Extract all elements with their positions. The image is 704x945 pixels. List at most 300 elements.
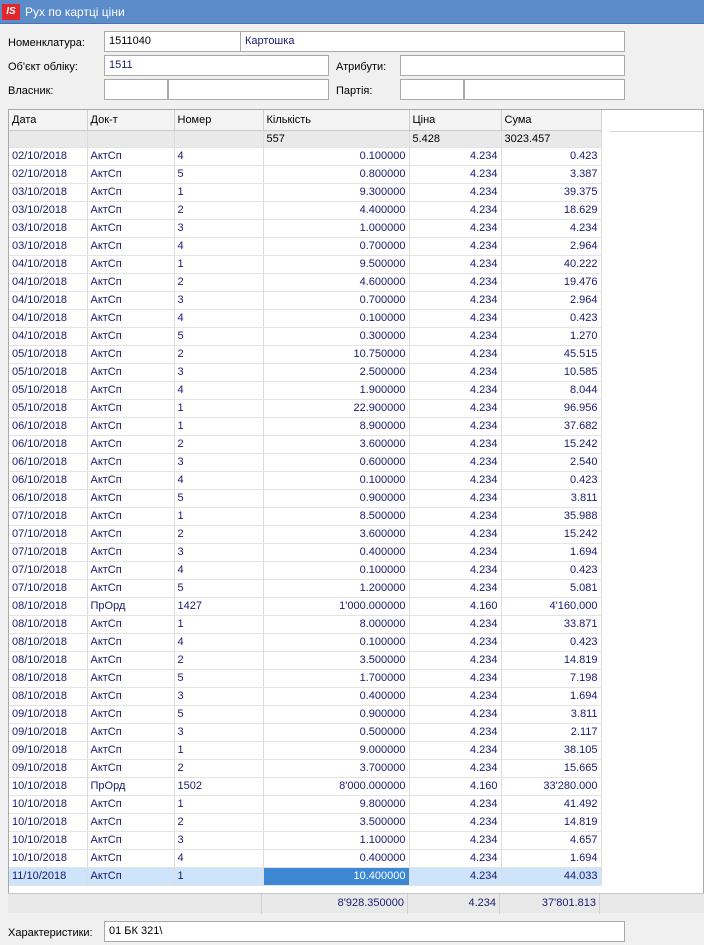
cell-price[interactable]: 4.234 (409, 453, 501, 471)
cell-quantity[interactable]: 9.500000 (263, 255, 409, 273)
attributes-field[interactable] (400, 55, 625, 76)
cell-sum[interactable]: 1.694 (501, 543, 601, 561)
cell-quantity[interactable]: 1.100000 (263, 831, 409, 849)
cell-date[interactable]: 04/10/2018 (9, 291, 87, 309)
cell-doc[interactable]: АктСп (87, 543, 174, 561)
cell-quantity[interactable]: 1.200000 (263, 579, 409, 597)
cell-quantity[interactable]: 0.300000 (263, 327, 409, 345)
cell-quantity[interactable]: 0.500000 (263, 723, 409, 741)
cell-number[interactable]: 2 (174, 273, 263, 291)
cell-sum[interactable]: 1.694 (501, 849, 601, 867)
cell-price[interactable]: 4.234 (409, 507, 501, 525)
cell-number[interactable]: 3 (174, 543, 263, 561)
cell-price[interactable]: 4.234 (409, 417, 501, 435)
cell-doc[interactable]: АктСп (87, 867, 174, 885)
cell-sum[interactable]: 18.629 (501, 201, 601, 219)
cell-number[interactable]: 4 (174, 381, 263, 399)
cell-number[interactable]: 1 (174, 417, 263, 435)
cell-date[interactable]: 03/10/2018 (9, 201, 87, 219)
cell-number[interactable]: 1 (174, 183, 263, 201)
column-header-sum[interactable]: Сума (501, 110, 601, 130)
cell-number[interactable]: 1502 (174, 777, 263, 795)
table-row[interactable] (9, 849, 601, 867)
cell-quantity[interactable]: 0.100000 (263, 309, 409, 327)
cell-sum[interactable]: 35.988 (501, 507, 601, 525)
cell-date[interactable]: 05/10/2018 (9, 399, 87, 417)
cell-doc[interactable]: АктСп (87, 183, 174, 201)
cell-doc[interactable]: АктСп (87, 471, 174, 489)
table-row[interactable] (9, 579, 601, 597)
cell-doc[interactable]: АктСп (87, 561, 174, 579)
table-row[interactable] (9, 327, 601, 345)
cell-date[interactable]: 10/10/2018 (9, 831, 87, 849)
cell-sum[interactable]: 0.423 (501, 471, 601, 489)
cell-date[interactable]: 04/10/2018 (9, 273, 87, 291)
cell-date[interactable]: 02/10/2018 (9, 147, 87, 165)
cell-doc[interactable]: АктСп (87, 795, 174, 813)
cell-date[interactable]: 08/10/2018 (9, 687, 87, 705)
cell-number[interactable]: 1 (174, 255, 263, 273)
cell-date[interactable]: 08/10/2018 (9, 597, 87, 615)
cell-quantity[interactable]: 3.600000 (263, 525, 409, 543)
cell-date[interactable]: 07/10/2018 (9, 561, 87, 579)
cell-date[interactable]: 05/10/2018 (9, 381, 87, 399)
cell-date[interactable]: 03/10/2018 (9, 219, 87, 237)
cell-doc[interactable]: АктСп (87, 201, 174, 219)
cell-number[interactable]: 1427 (174, 597, 263, 615)
cell-price[interactable]: 4.234 (409, 345, 501, 363)
cell-sum[interactable]: 7.198 (501, 669, 601, 687)
cell-number[interactable]: 2 (174, 813, 263, 831)
cell-doc[interactable]: АктСп (87, 831, 174, 849)
table-row[interactable] (9, 201, 601, 219)
cell-price[interactable]: 4.234 (409, 381, 501, 399)
cell-date[interactable]: 06/10/2018 (9, 453, 87, 471)
owner-code-field[interactable] (104, 79, 168, 100)
table-row[interactable] (9, 417, 601, 435)
table-row[interactable] (9, 525, 601, 543)
cell-date[interactable]: 07/10/2018 (9, 507, 87, 525)
cell-price[interactable]: 4.234 (409, 867, 501, 885)
cell-quantity[interactable]: 3.600000 (263, 435, 409, 453)
cell-date[interactable]: 05/10/2018 (9, 345, 87, 363)
cell-quantity[interactable]: 0.100000 (263, 561, 409, 579)
table-row[interactable] (9, 399, 601, 417)
table-row[interactable] (9, 777, 601, 795)
table-row[interactable] (9, 453, 601, 471)
table-row[interactable] (9, 273, 601, 291)
cell-doc[interactable]: АктСп (87, 651, 174, 669)
cell-number[interactable]: 5 (174, 669, 263, 687)
cell-sum[interactable]: 0.423 (501, 147, 601, 165)
cell-quantity[interactable]: 8.000000 (263, 615, 409, 633)
cell-doc[interactable]: АктСп (87, 399, 174, 417)
cell-number[interactable]: 3 (174, 219, 263, 237)
cell-sum[interactable]: 3.811 (501, 705, 601, 723)
cell-date[interactable]: 07/10/2018 (9, 543, 87, 561)
table-row[interactable] (9, 219, 601, 237)
table-row[interactable] (9, 867, 601, 885)
cell-number[interactable]: 4 (174, 147, 263, 165)
cell-price[interactable]: 4.234 (409, 183, 501, 201)
cell-quantity[interactable]: 9.300000 (263, 183, 409, 201)
cell-doc[interactable]: АктСп (87, 309, 174, 327)
cell-sum[interactable]: 0.423 (501, 633, 601, 651)
table-row[interactable] (9, 489, 601, 507)
cell-doc[interactable]: ПрОрд (87, 597, 174, 615)
characteristics-field[interactable]: 01 БК 321\ (104, 921, 625, 942)
cell-number[interactable]: 1 (174, 399, 263, 417)
cell-sum[interactable]: 4'160.000 (501, 597, 601, 615)
cell-date[interactable]: 09/10/2018 (9, 705, 87, 723)
cell-quantity[interactable]: 1.900000 (263, 381, 409, 399)
cell-number[interactable]: 3 (174, 453, 263, 471)
cell-quantity[interactable]: 0.100000 (263, 633, 409, 651)
cell-price[interactable]: 4.234 (409, 723, 501, 741)
cell-quantity[interactable]: 4.400000 (263, 201, 409, 219)
cell-quantity[interactable]: 0.400000 (263, 849, 409, 867)
table-row[interactable] (9, 291, 601, 309)
cell-doc[interactable]: АктСп (87, 705, 174, 723)
cell-price[interactable]: 4.234 (409, 147, 501, 165)
cell-date[interactable]: 04/10/2018 (9, 327, 87, 345)
cell-sum[interactable]: 15.242 (501, 525, 601, 543)
table-row[interactable] (9, 237, 601, 255)
cell-quantity[interactable]: 4.600000 (263, 273, 409, 291)
cell-doc[interactable]: ПрОрд (87, 777, 174, 795)
cell-sum[interactable]: 0.423 (501, 561, 601, 579)
cell-date[interactable]: 10/10/2018 (9, 777, 87, 795)
cell-date[interactable]: 10/10/2018 (9, 849, 87, 867)
cell-sum[interactable]: 4.657 (501, 831, 601, 849)
cell-date[interactable]: 07/10/2018 (9, 525, 87, 543)
nomenclature-code-field[interactable]: 1511040 (104, 31, 241, 52)
cell-quantity[interactable]: 1.000000 (263, 219, 409, 237)
cell-date[interactable]: 11/10/2018 (9, 867, 87, 885)
cell-date[interactable]: 10/10/2018 (9, 795, 87, 813)
table-row[interactable] (9, 759, 601, 777)
table-row[interactable] (9, 345, 601, 363)
cell-quantity[interactable]: 0.800000 (263, 165, 409, 183)
cell-doc[interactable]: АктСп (87, 219, 174, 237)
cell-sum[interactable]: 2.117 (501, 723, 601, 741)
cell-number[interactable]: 5 (174, 579, 263, 597)
cell-price[interactable]: 4.234 (409, 201, 501, 219)
cell-sum[interactable]: 19.476 (501, 273, 601, 291)
cell-sum[interactable]: 15.242 (501, 435, 601, 453)
cell-doc[interactable]: АктСп (87, 381, 174, 399)
cell-quantity[interactable]: 0.700000 (263, 237, 409, 255)
cell-number[interactable]: 1 (174, 741, 263, 759)
table-row[interactable] (9, 741, 601, 759)
cell-number[interactable]: 2 (174, 435, 263, 453)
table-row[interactable] (9, 309, 601, 327)
cell-sum[interactable]: 38.105 (501, 741, 601, 759)
cell-doc[interactable]: АктСп (87, 273, 174, 291)
cell-date[interactable]: 03/10/2018 (9, 183, 87, 201)
cell-doc[interactable]: АктСп (87, 489, 174, 507)
table-row[interactable] (9, 381, 601, 399)
cell-number[interactable]: 5 (174, 489, 263, 507)
cell-doc[interactable]: АктСп (87, 669, 174, 687)
cell-price[interactable]: 4.234 (409, 741, 501, 759)
table-row[interactable] (9, 435, 601, 453)
cell-number[interactable]: 1 (174, 867, 263, 885)
cell-price[interactable]: 4.234 (409, 795, 501, 813)
cell-sum[interactable]: 4.234 (501, 219, 601, 237)
cell-number[interactable]: 2 (174, 651, 263, 669)
cell-quantity[interactable]: 1'000.000000 (263, 597, 409, 615)
cell-quantity[interactable]: 3.500000 (263, 813, 409, 831)
cell-quantity[interactable]: 2.500000 (263, 363, 409, 381)
cell-quantity[interactable]: 22.900000 (263, 399, 409, 417)
nomenclature-name-field[interactable]: Картошка (240, 31, 625, 52)
table-row[interactable] (9, 813, 601, 831)
table-row[interactable] (9, 651, 601, 669)
cell-sum[interactable]: 2.964 (501, 237, 601, 255)
table-row[interactable] (9, 669, 601, 687)
cell-number[interactable]: 5 (174, 165, 263, 183)
cell-price[interactable]: 4.234 (409, 561, 501, 579)
cell-doc[interactable]: АктСп (87, 345, 174, 363)
cell-doc[interactable]: АктСп (87, 237, 174, 255)
cell-number[interactable]: 2 (174, 201, 263, 219)
cell-quantity[interactable]: 10.400000 (263, 867, 409, 885)
cell-doc[interactable]: АктСп (87, 759, 174, 777)
column-header-doc[interactable]: Док-т (87, 110, 174, 130)
cell-number[interactable]: 4 (174, 471, 263, 489)
cell-date[interactable]: 06/10/2018 (9, 435, 87, 453)
cell-doc[interactable]: АктСп (87, 507, 174, 525)
cell-sum[interactable]: 33'280.000 (501, 777, 601, 795)
cell-doc[interactable]: АктСп (87, 741, 174, 759)
cell-sum[interactable]: 45.515 (501, 345, 601, 363)
cell-number[interactable]: 3 (174, 831, 263, 849)
cell-sum[interactable]: 39.375 (501, 183, 601, 201)
cell-price[interactable]: 4.234 (409, 849, 501, 867)
table-row[interactable] (9, 597, 601, 615)
cell-quantity[interactable]: 8.500000 (263, 507, 409, 525)
cell-number[interactable]: 5 (174, 327, 263, 345)
cell-number[interactable]: 4 (174, 309, 263, 327)
table-row[interactable] (9, 615, 601, 633)
cell-quantity[interactable]: 0.100000 (263, 471, 409, 489)
batch-code-field[interactable] (400, 79, 464, 100)
cell-doc[interactable]: АктСп (87, 687, 174, 705)
cell-sum[interactable]: 14.819 (501, 651, 601, 669)
cell-number[interactable]: 4 (174, 849, 263, 867)
cell-date[interactable]: 04/10/2018 (9, 255, 87, 273)
cell-price[interactable]: 4.234 (409, 705, 501, 723)
table-row[interactable] (9, 147, 601, 165)
table-row[interactable] (9, 183, 601, 201)
cell-price[interactable]: 4.234 (409, 219, 501, 237)
cell-date[interactable]: 02/10/2018 (9, 165, 87, 183)
cell-sum[interactable]: 10.585 (501, 363, 601, 381)
cell-date[interactable]: 10/10/2018 (9, 813, 87, 831)
table-row[interactable] (9, 363, 601, 381)
cell-doc[interactable]: АктСп (87, 435, 174, 453)
cell-quantity[interactable]: 0.700000 (263, 291, 409, 309)
cell-price[interactable]: 4.234 (409, 327, 501, 345)
cell-doc[interactable]: АктСп (87, 615, 174, 633)
cell-quantity[interactable]: 8.900000 (263, 417, 409, 435)
cell-price[interactable]: 4.234 (409, 363, 501, 381)
cell-price[interactable]: 4.234 (409, 399, 501, 417)
cell-quantity[interactable]: 9.000000 (263, 741, 409, 759)
cell-doc[interactable]: АктСп (87, 813, 174, 831)
cell-number[interactable]: 5 (174, 705, 263, 723)
cell-price[interactable]: 4.234 (409, 543, 501, 561)
table-row[interactable] (9, 633, 601, 651)
table-row[interactable] (9, 255, 601, 273)
account-object-field[interactable]: 1511 (104, 55, 329, 76)
cell-sum[interactable]: 1.270 (501, 327, 601, 345)
cell-sum[interactable]: 14.819 (501, 813, 601, 831)
cell-quantity[interactable]: 3.700000 (263, 759, 409, 777)
cell-date[interactable]: 09/10/2018 (9, 759, 87, 777)
cell-number[interactable]: 3 (174, 723, 263, 741)
table-row[interactable] (9, 543, 601, 561)
cell-sum[interactable]: 1.694 (501, 687, 601, 705)
cell-doc[interactable]: АктСп (87, 849, 174, 867)
cell-sum[interactable]: 40.222 (501, 255, 601, 273)
cell-doc[interactable]: АктСп (87, 327, 174, 345)
cell-quantity[interactable]: 0.400000 (263, 543, 409, 561)
cell-number[interactable]: 1 (174, 795, 263, 813)
cell-price[interactable]: 4.234 (409, 489, 501, 507)
cell-number[interactable]: 4 (174, 561, 263, 579)
cell-quantity[interactable]: 0.600000 (263, 453, 409, 471)
cell-date[interactable]: 09/10/2018 (9, 741, 87, 759)
cell-doc[interactable]: АктСп (87, 723, 174, 741)
cell-doc[interactable]: АктСп (87, 291, 174, 309)
table-row[interactable] (9, 831, 601, 849)
cell-sum[interactable]: 33.871 (501, 615, 601, 633)
table-row[interactable] (9, 507, 601, 525)
cell-date[interactable]: 06/10/2018 (9, 489, 87, 507)
table-row[interactable] (9, 723, 601, 741)
cell-sum[interactable]: 41.492 (501, 795, 601, 813)
cell-date[interactable]: 07/10/2018 (9, 579, 87, 597)
cell-price[interactable]: 4.234 (409, 471, 501, 489)
cell-price[interactable]: 4.234 (409, 669, 501, 687)
cell-sum[interactable]: 8.044 (501, 381, 601, 399)
column-header-price[interactable]: Ціна (409, 110, 501, 130)
cell-quantity[interactable]: 3.500000 (263, 651, 409, 669)
cell-doc[interactable]: АктСп (87, 453, 174, 471)
cell-sum[interactable]: 37.682 (501, 417, 601, 435)
table-row[interactable] (9, 165, 601, 183)
cell-price[interactable]: 4.234 (409, 651, 501, 669)
cell-sum[interactable]: 2.540 (501, 453, 601, 471)
cell-date[interactable]: 04/10/2018 (9, 309, 87, 327)
batch-name-field[interactable] (464, 79, 625, 100)
cell-date[interactable]: 06/10/2018 (9, 471, 87, 489)
cell-quantity[interactable]: 10.750000 (263, 345, 409, 363)
cell-price[interactable]: 4.234 (409, 633, 501, 651)
cell-sum[interactable]: 3.811 (501, 489, 601, 507)
cell-price[interactable]: 4.160 (409, 597, 501, 615)
cell-doc[interactable]: АктСп (87, 363, 174, 381)
cell-sum[interactable]: 0.423 (501, 309, 601, 327)
cell-price[interactable]: 4.160 (409, 777, 501, 795)
column-header-number[interactable]: Номер (174, 110, 263, 130)
table-row[interactable] (9, 687, 601, 705)
cell-sum[interactable]: 3.387 (501, 165, 601, 183)
table-row[interactable] (9, 471, 601, 489)
cell-price[interactable]: 4.234 (409, 165, 501, 183)
cell-number[interactable]: 3 (174, 363, 263, 381)
cell-price[interactable]: 4.234 (409, 615, 501, 633)
cell-price[interactable]: 4.234 (409, 759, 501, 777)
cell-number[interactable]: 2 (174, 345, 263, 363)
cell-number[interactable]: 3 (174, 687, 263, 705)
cell-number[interactable]: 1 (174, 507, 263, 525)
cell-date[interactable]: 08/10/2018 (9, 669, 87, 687)
cell-doc[interactable]: АктСп (87, 417, 174, 435)
column-header-quantity[interactable]: Кількість (263, 110, 409, 130)
cell-doc[interactable]: АктСп (87, 525, 174, 543)
cell-quantity[interactable]: 8'000.000000 (263, 777, 409, 795)
cell-doc[interactable]: АктСп (87, 579, 174, 597)
cell-price[interactable]: 4.234 (409, 831, 501, 849)
owner-name-field[interactable] (168, 79, 329, 100)
cell-date[interactable]: 06/10/2018 (9, 417, 87, 435)
cell-doc[interactable]: АктСп (87, 255, 174, 273)
cell-doc[interactable]: АктСп (87, 147, 174, 165)
cell-price[interactable]: 4.234 (409, 525, 501, 543)
cell-price[interactable]: 4.234 (409, 291, 501, 309)
cell-price[interactable]: 4.234 (409, 687, 501, 705)
cell-sum[interactable]: 15.665 (501, 759, 601, 777)
cell-sum[interactable]: 96.956 (501, 399, 601, 417)
cell-number[interactable]: 2 (174, 525, 263, 543)
cell-number[interactable]: 4 (174, 237, 263, 255)
cell-number[interactable]: 4 (174, 633, 263, 651)
cell-date[interactable]: 08/10/2018 (9, 633, 87, 651)
cell-quantity[interactable]: 0.100000 (263, 147, 409, 165)
cell-sum[interactable]: 44.033 (501, 867, 601, 885)
cell-price[interactable]: 4.234 (409, 273, 501, 291)
cell-date[interactable]: 09/10/2018 (9, 723, 87, 741)
cell-date[interactable]: 08/10/2018 (9, 615, 87, 633)
cell-price[interactable]: 4.234 (409, 435, 501, 453)
cell-sum[interactable]: 2.964 (501, 291, 601, 309)
cell-quantity[interactable]: 0.900000 (263, 705, 409, 723)
cell-doc[interactable]: АктСп (87, 633, 174, 651)
table-row[interactable] (9, 561, 601, 579)
cell-quantity[interactable]: 9.800000 (263, 795, 409, 813)
cell-quantity[interactable]: 0.900000 (263, 489, 409, 507)
cell-sum[interactable]: 5.081 (501, 579, 601, 597)
cell-price[interactable]: 4.234 (409, 579, 501, 597)
cell-price[interactable]: 4.234 (409, 309, 501, 327)
table-row[interactable] (9, 795, 601, 813)
cell-number[interactable]: 1 (174, 615, 263, 633)
cell-date[interactable]: 05/10/2018 (9, 363, 87, 381)
movements-grid[interactable] (8, 109, 704, 913)
cell-quantity[interactable]: 1.700000 (263, 669, 409, 687)
cell-number[interactable]: 3 (174, 291, 263, 309)
cell-price[interactable]: 4.234 (409, 255, 501, 273)
column-header-date[interactable]: Дата (9, 110, 87, 130)
cell-date[interactable]: 03/10/2018 (9, 237, 87, 255)
cell-number[interactable]: 2 (174, 759, 263, 777)
cell-price[interactable]: 4.234 (409, 237, 501, 255)
cell-doc[interactable]: АктСп (87, 165, 174, 183)
cell-price[interactable]: 4.234 (409, 813, 501, 831)
